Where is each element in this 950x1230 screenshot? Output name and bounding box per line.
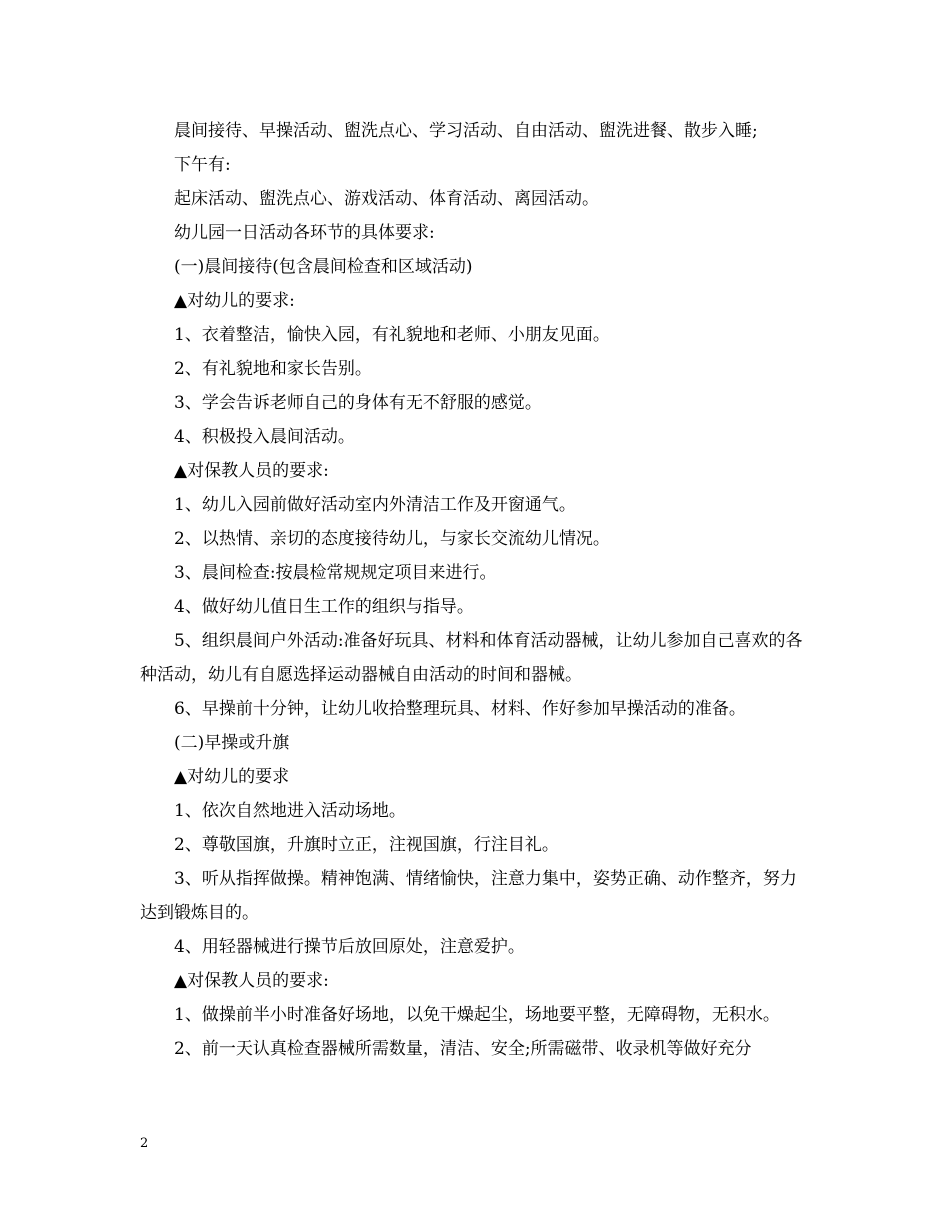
list-item: 4、积极投入晨间活动。 (174, 427, 355, 447)
list-item: 2、有礼貌地和家长告别。 (174, 359, 372, 379)
list-item: 2、以热情、亲切的态度接待幼儿，与家长交流幼儿情况。 (174, 529, 610, 549)
section-heading: (二)早操或升旗 (174, 733, 290, 753)
paragraph: 晨间接待、早操活动、盥洗点心、学习活动、自由活动、盥洗进餐、散步入睡; (174, 121, 758, 141)
list-item: 4、用轻器械进行操节后放回原处，注意爱护。 (174, 937, 525, 957)
list-item: 2、前一天认真检查器械所需数量，清洁、安全;所需磁带、收录机等做好充分 (174, 1039, 752, 1059)
subsection-heading: ▲对幼儿的要求: (174, 291, 295, 311)
list-item: 1、幼儿入园前做好活动室内外清洁工作及开窗通气。 (174, 495, 576, 515)
list-item: 1、做操前半小时准备好场地，以免干燥起尘，场地要平整，无障碍物，无积水。 (174, 1005, 780, 1025)
list-item: 4、做好幼儿值日生工作的组织与指导。 (174, 597, 474, 617)
paragraph: 幼儿园一日活动各环节的具体要求: (174, 223, 435, 243)
paragraph: 下午有: (174, 155, 231, 175)
list-item: 5、组织晨间户外活动:准备好玩具、材料和体育活动器械，让幼儿参加自己喜欢的各种活动，幼儿有自愿选择运动器械自由活动的时间和器械。 (140, 631, 803, 685)
page-number: 2 (140, 1136, 149, 1151)
list-item: 2、尊敬国旗，升旗时立正，注视国旗，行注目礼。 (174, 835, 559, 855)
list-item: 3、晨间检查:按晨检常规规定项目来进行。 (174, 563, 497, 583)
subsection-heading: ▲对保教人员的要求: (174, 461, 329, 481)
list-item: 1、衣着整洁，愉快入园，有礼貌地和老师、小朋友见面。 (174, 325, 610, 345)
subsection-heading: ▲对保教人员的要求: (174, 971, 329, 991)
subsection-heading: ▲对幼儿的要求 (174, 767, 290, 787)
list-item: 6、早操前十分钟，让幼儿收拾整理玩具、材料、作好参加早操活动的准备。 (174, 699, 746, 719)
list-item: 3、听从指挥做操。精神饱满、情绪愉快，注意力集中，姿势正确、动作整齐，努力达到锻炼目的。 (140, 869, 797, 923)
paragraph: 起床活动、盥洗点心、游戏活动、体育活动、离园活动。 (174, 189, 599, 209)
list-item: 1、依次自然地进入活动场地。 (174, 801, 406, 821)
list-item: 3、学会告诉老师自己的身体有无不舒服的感觉。 (174, 393, 542, 413)
section-heading: (一)晨间接待(包含晨间检查和区域活动) (174, 257, 473, 277)
document-body (140, 114, 812, 1066)
